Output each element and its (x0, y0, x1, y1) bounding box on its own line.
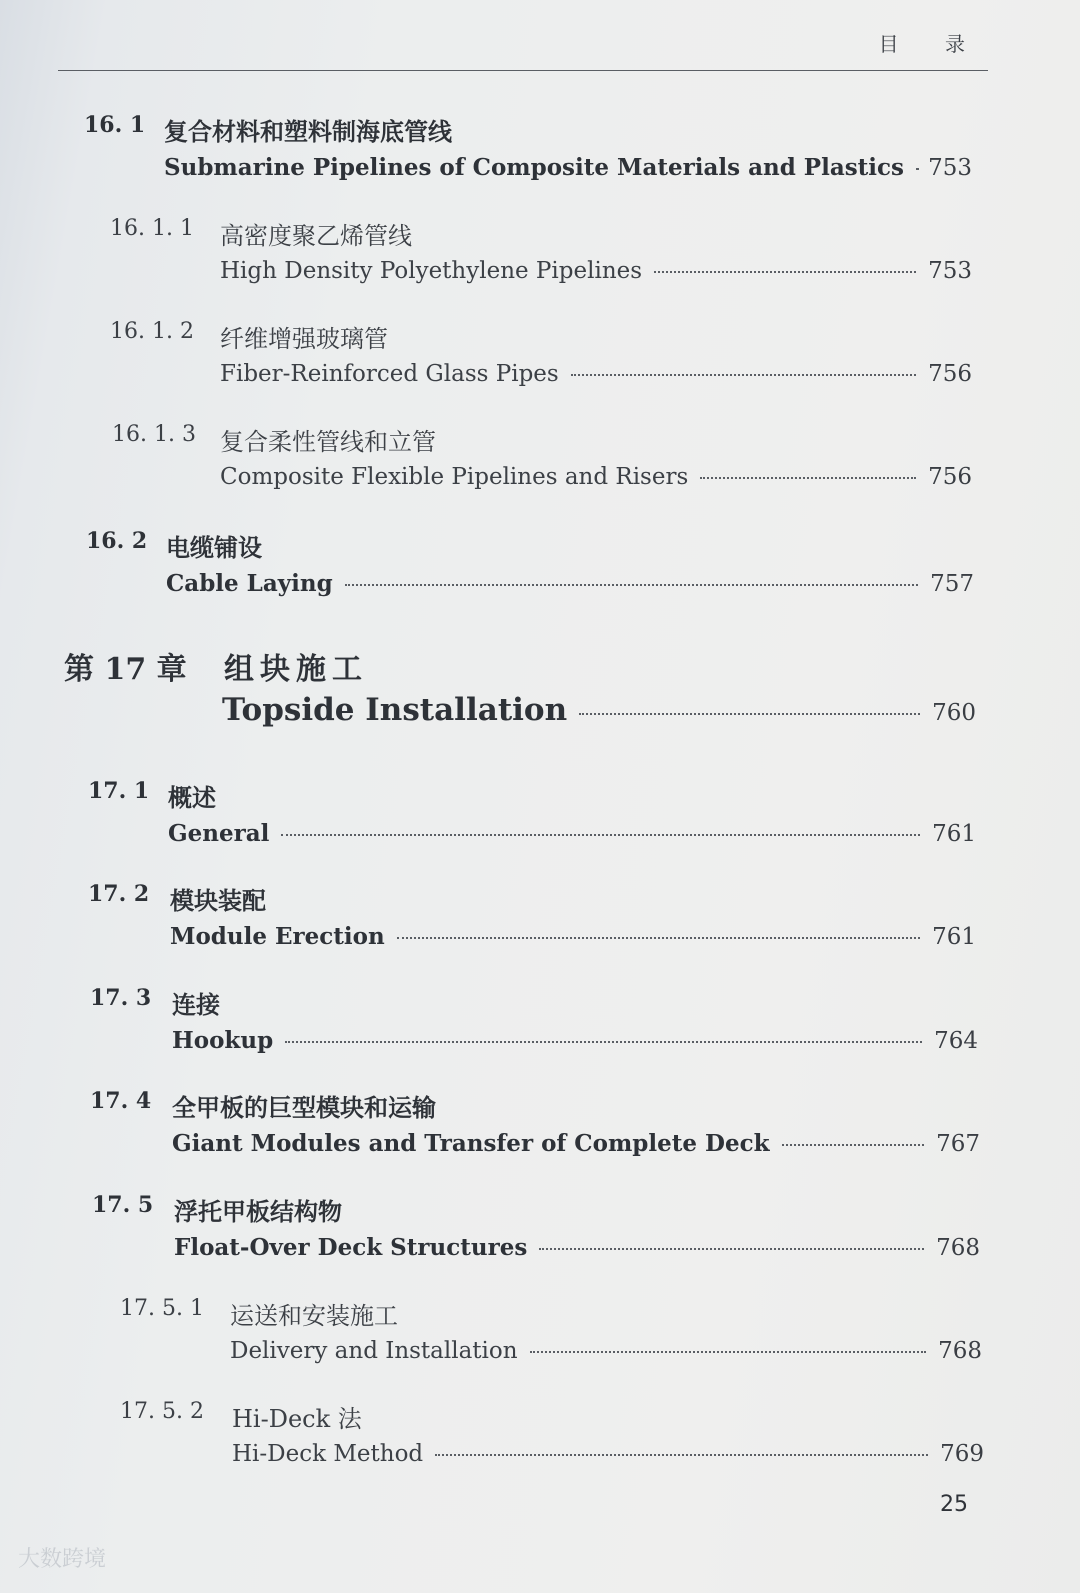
dot-leader (530, 1351, 927, 1353)
page-number: 767 (936, 1131, 980, 1157)
section-title-en: Giant Modules and Transfer of Complete Deck (172, 1130, 770, 1157)
chapter-title-en: Topside Installation (222, 692, 568, 728)
section-number: 16. 1. 3 (112, 422, 196, 447)
section-title-en: Composite Flexible Pipelines and Risers (220, 464, 689, 490)
page-number: 768 (936, 1235, 980, 1261)
section-number: 16. 1 (84, 112, 146, 138)
dot-leader (579, 713, 920, 715)
section-title-zh: Hi-Deck 法 (232, 1405, 362, 1433)
page-number: 760 (932, 700, 976, 726)
section-title-en: High Density Polyethylene Pipelines (220, 258, 643, 284)
page-number: 769 (940, 1441, 984, 1467)
chapter-title-zh: 组块施工 (224, 652, 368, 687)
page-number: 768 (938, 1338, 982, 1364)
section-title-zh: 模块装配 (170, 886, 266, 915)
page-number: 753 (928, 155, 972, 181)
watermark: 大数跨境 (18, 1547, 107, 1572)
section-number: 17. 5. 2 (120, 1399, 204, 1424)
page-number: 761 (932, 821, 976, 847)
dot-leader (654, 271, 916, 273)
section-number: 17. 4 (90, 1088, 152, 1114)
section-title-zh: 连接 (172, 990, 220, 1019)
section-title-zh: 高密度聚乙烯管线 (220, 222, 412, 250)
page-number: 753 (928, 258, 972, 284)
section-title-zh: 纤维增强玻璃管 (220, 325, 388, 353)
section-number: 17. 1 (88, 778, 150, 804)
running-header: 目 录 (878, 32, 985, 56)
dot-leader (539, 1248, 924, 1250)
section-title-en: Submarine Pipelines of Composite Materials and Plastics (164, 154, 904, 181)
section-number: 17. 5 (92, 1192, 154, 1218)
page-number: 757 (930, 571, 974, 597)
section-title-zh: 全甲板的巨型模块和运输 (172, 1093, 436, 1122)
folio-page-number: 25 (940, 1492, 968, 1517)
section-title-zh: 电缆铺设 (166, 533, 262, 562)
dot-leader (345, 584, 918, 586)
section-title-zh: 运送和安装施工 (230, 1302, 398, 1330)
section-title-en: Fiber-Reinforced Glass Pipes (220, 361, 559, 387)
header-rule (58, 70, 988, 71)
page-number: 764 (934, 1028, 978, 1054)
dot-leader (435, 1454, 928, 1456)
section-number: 16. 1. 1 (110, 216, 194, 241)
section-title-zh: 概述 (168, 783, 216, 812)
section-title-zh: 浮托甲板结构物 (174, 1197, 342, 1226)
dot-leader (285, 1041, 922, 1043)
section-title-en: General (168, 820, 270, 847)
page-number: 761 (932, 924, 976, 950)
dot-leader (281, 834, 920, 836)
dot-leader (397, 937, 920, 939)
section-title-en: Float-Over Deck Structures (174, 1234, 528, 1261)
page-number: 756 (928, 361, 972, 387)
dot-leader (782, 1144, 925, 1146)
section-number: 17. 2 (88, 881, 150, 907)
section-number: 17. 5. 1 (120, 1296, 204, 1321)
section-title-zh: 复合材料和塑料制海底管线 (164, 117, 452, 146)
page-number: 756 (928, 464, 972, 490)
dot-leader (700, 477, 916, 479)
section-title-en: Delivery and Installation (230, 1338, 518, 1364)
chapter-number: 第 17 章 (64, 652, 187, 687)
section-title-en: Module Erection (170, 923, 385, 950)
section-number: 16. 2 (86, 528, 148, 554)
section-number: 17. 3 (90, 985, 152, 1011)
dot-leader (571, 374, 916, 376)
section-title-en: Cable Laying (166, 570, 333, 597)
section-title-zh: 复合柔性管线和立管 (220, 428, 436, 456)
section-title-en: Hookup (172, 1027, 274, 1054)
section-number: 16. 1. 2 (110, 319, 194, 344)
section-title-en: Hi-Deck Method (232, 1441, 424, 1467)
